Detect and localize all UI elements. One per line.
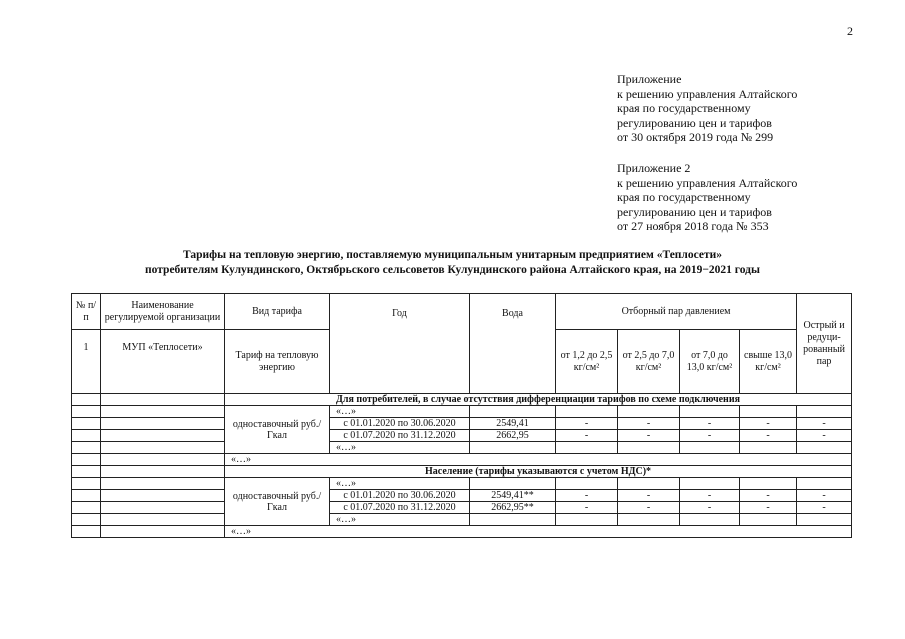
header-org: Наименование регулируемой организации: [101, 294, 225, 330]
value-cell: -: [797, 418, 852, 430]
water-cell: 2662,95: [470, 430, 556, 442]
period-cell: с 01.07.2020 по 31.12.2020: [330, 430, 470, 442]
table-row: [72, 490, 852, 502]
row1-num: 1: [72, 330, 101, 394]
header-steam-col-1: от 1,2 до 2,5 кг/см²: [556, 330, 618, 394]
period-cell: с 01.01.2020 по 30.06.2020: [330, 490, 470, 502]
row1-tariff: Тариф на тепловую энергию: [225, 330, 330, 394]
title-line-1: Тарифы на тепловую энергию, поставляемую муниципальным унитарным предприятием «Теплосети»: [182, 249, 723, 261]
section-2-title: Население (тарифы указываются с учетом НДС)*: [225, 466, 852, 478]
water-cell: 2549,41: [470, 418, 556, 430]
value-cell: -: [618, 430, 680, 442]
section-2-ellipsis-bottom: «…»: [330, 514, 470, 526]
section-2-ellipsis-top: «…»: [330, 478, 470, 490]
value-cell: -: [618, 418, 680, 430]
document-title: [0, 248, 905, 278]
appendix-line: к решению управления Алтайского: [617, 175, 798, 190]
water-cell: 2549,41**: [470, 490, 556, 502]
value-cell: -: [556, 490, 618, 502]
header-sharp-steam: Острый и редуци-рованный пар: [797, 294, 852, 394]
appendix-line: Приложение 2: [617, 161, 691, 175]
table-row: [72, 430, 852, 442]
section-1-tariff: одноставочный руб./Гкал: [225, 406, 330, 454]
header-tariff-type: Вид тарифа: [225, 294, 330, 330]
appendix-line: регулированию цен и тарифов: [617, 204, 772, 219]
row1-org: МУП «Теплосети»: [101, 330, 225, 394]
header-year: Год: [330, 294, 470, 394]
header-steam: Отборный пар давлением: [556, 294, 797, 330]
appendix-line: края по государственному: [617, 101, 751, 115]
value-cell: -: [797, 490, 852, 502]
value-cell: -: [680, 502, 740, 514]
appendix-line: к решению управления Алтайского: [617, 86, 798, 101]
appendix-line: Приложение: [617, 72, 682, 86]
section-2-tariff: одноставочный руб./Гкал: [225, 478, 330, 526]
value-cell: -: [797, 502, 852, 514]
tariff-table: [71, 293, 852, 538]
value-cell: -: [618, 502, 680, 514]
appendix-2-block: [617, 161, 797, 234]
value-cell: -: [556, 418, 618, 430]
section-1-ellipsis-top: «…»: [330, 406, 470, 418]
value-cell: -: [556, 430, 618, 442]
appendix-line: от 27 ноября 2018 года № 353: [617, 219, 769, 233]
page-number: 2: [847, 24, 853, 38]
value-cell: -: [740, 502, 797, 514]
header-water: Вода: [470, 294, 556, 394]
value-cell: -: [556, 502, 618, 514]
section-1-ellipsis-row: «…»: [225, 454, 852, 466]
appendix-line: края по государственному: [617, 190, 751, 204]
header-steam-col-4: свыше 13,0 кг/см²: [740, 330, 797, 394]
section-1-ellipsis-bottom: «…»: [330, 442, 470, 454]
appendix-line: регулированию цен и тарифов: [617, 115, 772, 130]
value-cell: -: [618, 490, 680, 502]
appendix-line: от 30 октября 2019 года № 299: [617, 130, 774, 144]
value-cell: -: [740, 490, 797, 502]
header-num: № п/п: [72, 294, 101, 330]
header-steam-col-2: от 2,5 до 7,0 кг/см²: [618, 330, 680, 394]
period-cell: с 01.01.2020 по 30.06.2020: [330, 418, 470, 430]
water-cell: 2662,95**: [470, 502, 556, 514]
table-row: [72, 502, 852, 514]
value-cell: -: [680, 418, 740, 430]
header-steam-col-3: от 7,0 до 13,0 кг/см²: [680, 330, 740, 394]
value-cell: -: [740, 418, 797, 430]
value-cell: -: [680, 490, 740, 502]
title-line-2: потребителям Кулундинского, Октябрьского сельсоветов Кулундинского района Алтайского края, на 2019−2021 годы: [145, 264, 760, 276]
value-cell: -: [797, 430, 852, 442]
table-row: [72, 418, 852, 430]
value-cell: -: [740, 430, 797, 442]
section-2-ellipsis-row: «…»: [225, 526, 852, 538]
period-cell: с 01.07.2020 по 31.12.2020: [330, 502, 470, 514]
appendix-1-block: [617, 72, 797, 145]
section-1-title: Для потребителей, в случае отсутствия дифференциации тарифов по схеме подключения: [225, 394, 852, 406]
value-cell: -: [680, 430, 740, 442]
